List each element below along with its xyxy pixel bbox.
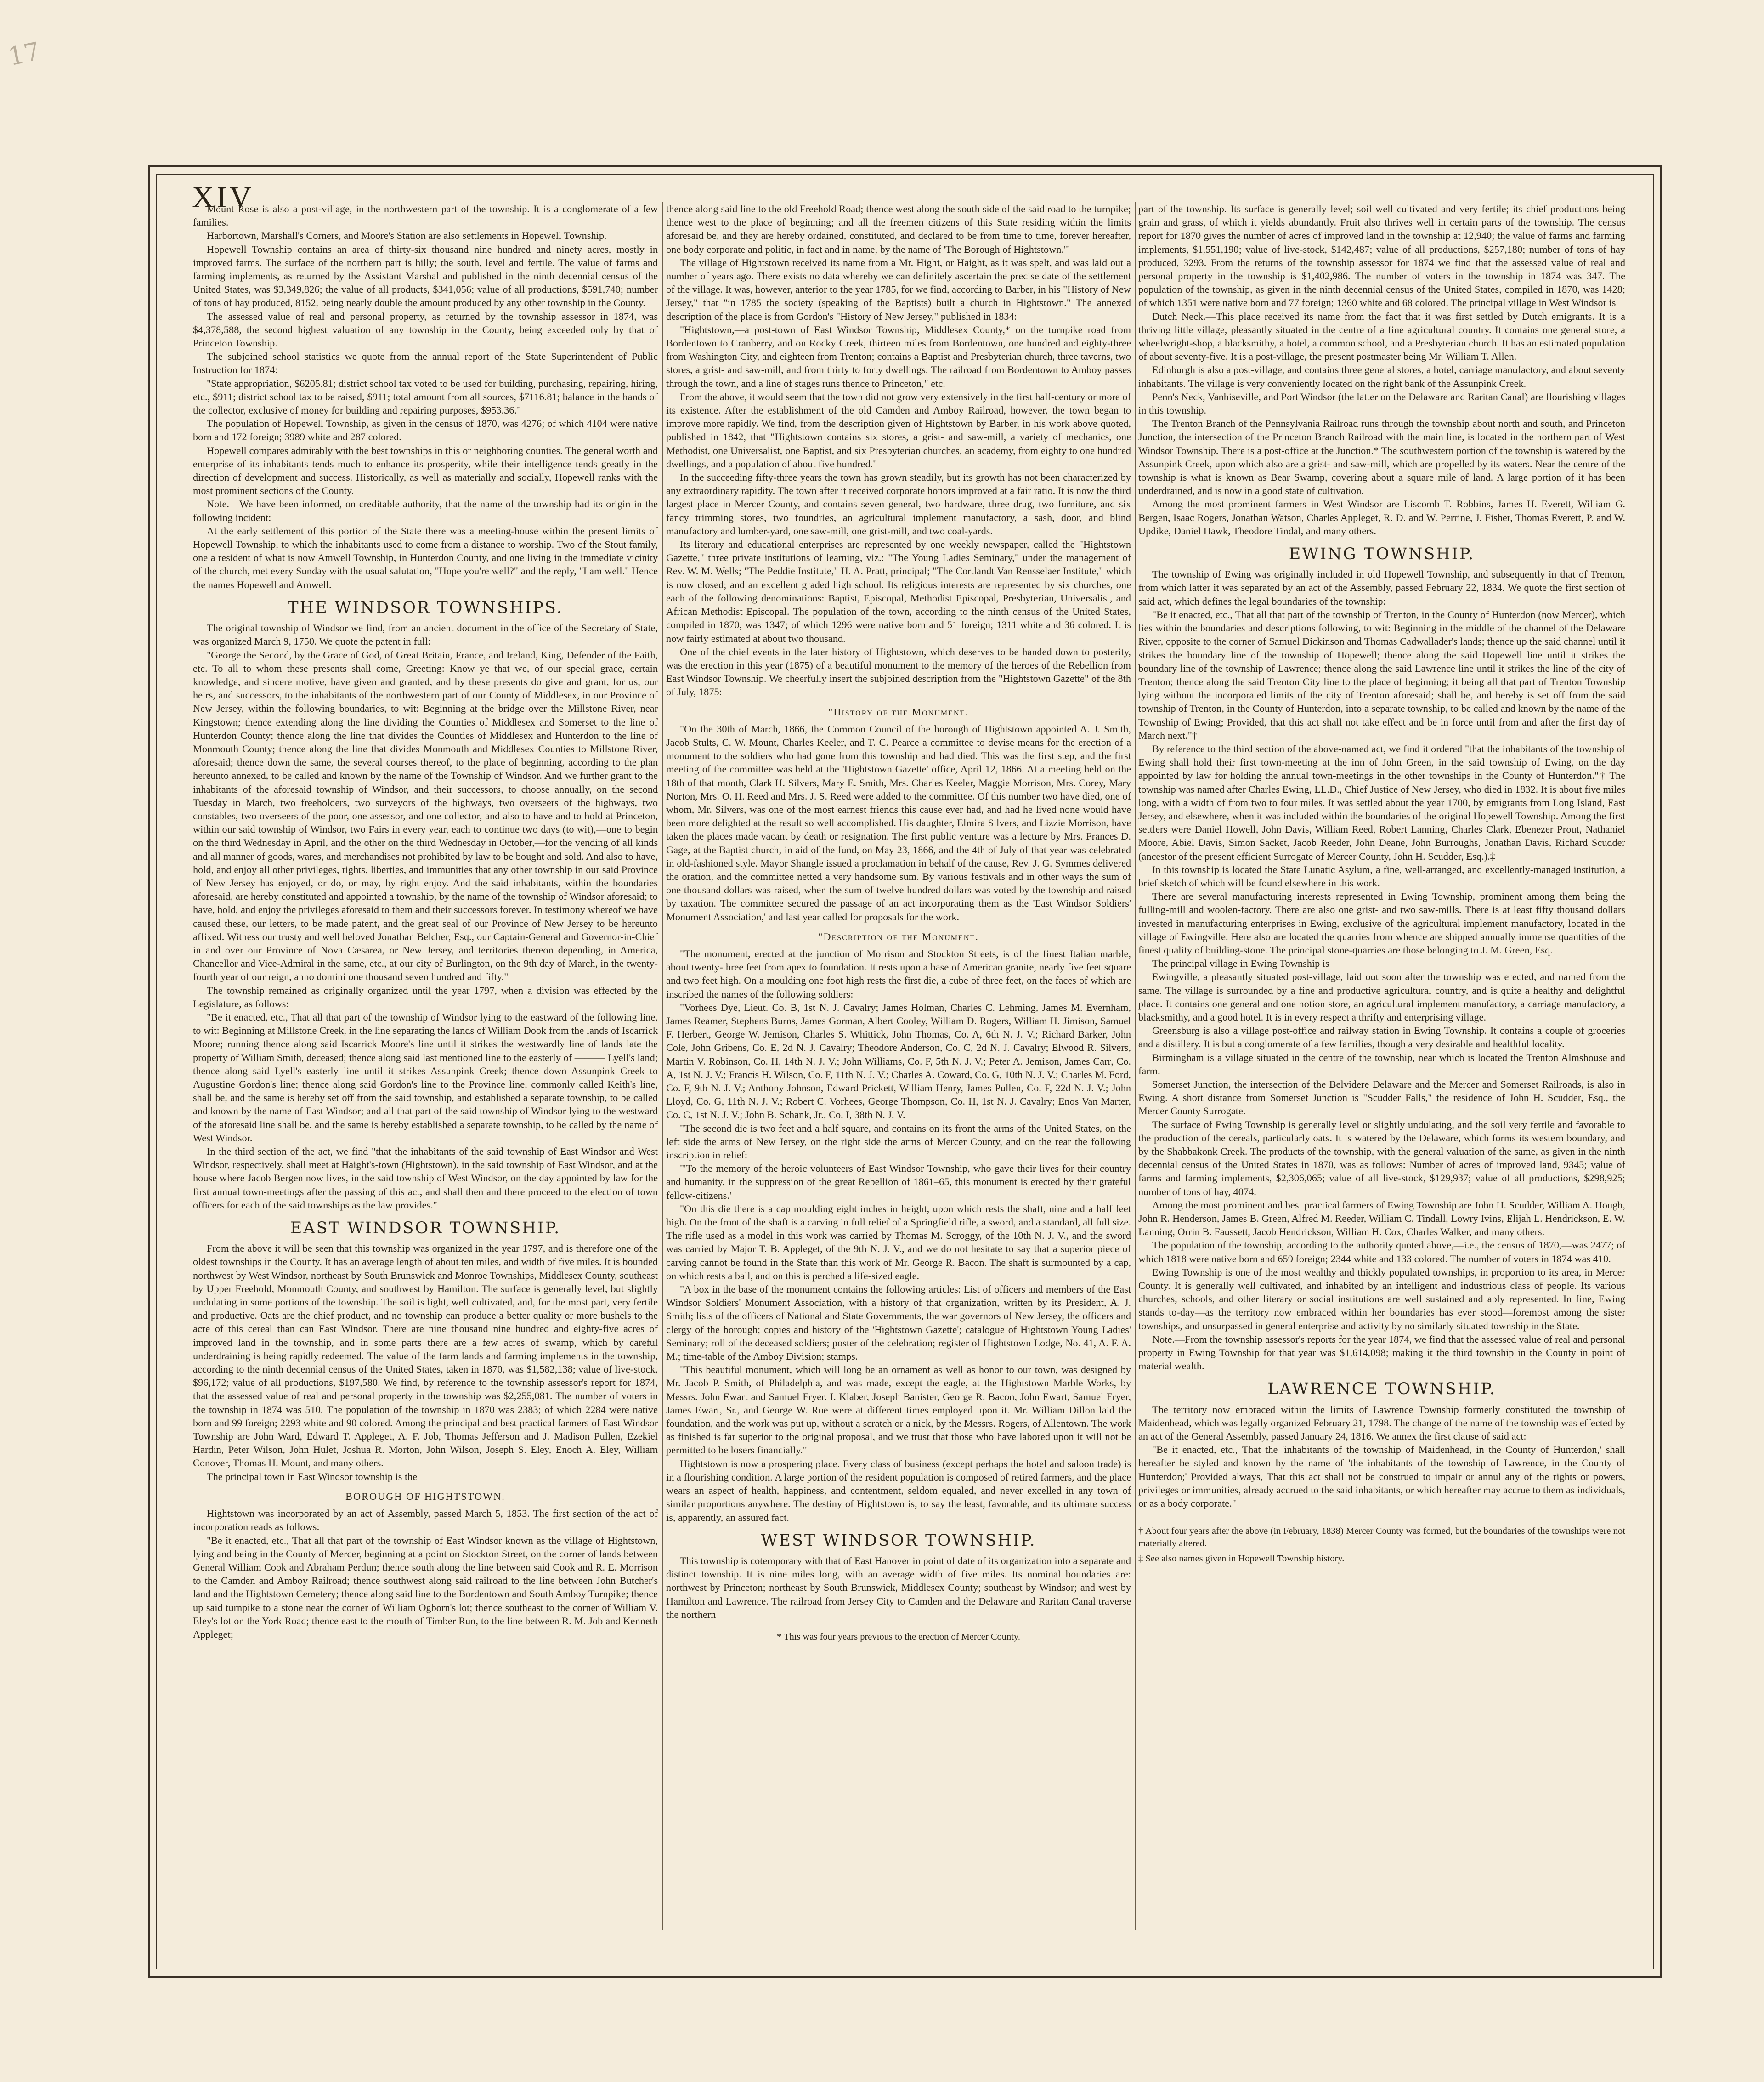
paragraph: Hopewell Township contains an area of thirty-six thousand nine hundred and ninety acres, mostly in improved farms. The surface of the northern part is hilly; the south, level and fertile. The value of farms and farming implements, as returned by the Assistant Marshal and published in the ninth decennial census of the United States, was $3,349,826; the value of all products, $341,056; value of all productions, $591,740; number of tons of hay produced, 8152, being nearly double the amount produced by any other township in the County.	[193, 243, 658, 309]
quoted-paragraph: "A box in the base of the monument contains the following articles: List of officers and members of the East Windsor Soldiers' Monument Association, with a history of that organization, written by its President, A. J. Smith; lists of the officers of National and State Governments, the war governors of New Jersey, the officers and clergy of the borough; copies and history of the 'Hightstown Gazette'; catalogue of Hightstown Young Ladies' Seminary; roll of the deceased soldiers; poster of the celebration; register of Hightstown Lodge, No. 41, A. F. A. M.; time-table of the Amboy Division; stamps.	[666, 1283, 1131, 1362]
paragraph: Ewingville, a pleasantly situated post-village, laid out soon after the township was erected, and named from the same. The village is surrounded by a fine and productive agricultural country, and is quite a healthy and delightful place. It contains one general and one notion store, an agricultural implement manufactory, a carriage manufactory, a blacksmithy, and a good hotel. It is in every respect a thrifty and enterprising village.	[1138, 971, 1625, 1023]
quoted-paragraph: "Hightstown,—a post-town of East Windsor Township, Middlesex County,* on the turnpike road from Bordentown to Cranberry, and on Rocky Creek, thirteen miles from Bordentown, one hundred and eighty-three from Washington City, and eighteen from Trenton; contains a Baptist and Presbyterian church, three taverns, two stores, a grist- and saw-mill, and from thirty to forty dwellings. The railroad from Bordentown to Amboy passes through the town, and a line of stages runs thence to Princeton," etc.	[666, 323, 1131, 389]
subheading-description-of-monument: "Description of the Monument.	[818, 930, 979, 942]
text-column-2	[666, 202, 1131, 1643]
paragraph: There are several manufacturing interests represented in Ewing Township, prominent among them being the fulling-mill and woolen-factory. There are also one grist- and two saw-mills. There is at least fifty thousand dollars invested in manufacturing enterprises in Ewing, exclusive of the agricultural implement manufactory, located in the village of Ewingville. Here also are located the quarries from whence are shipped annually immense quantities of the finest quality of building-stone. The principal stone-quarries are those belonging to J. M. Green, Esq.	[1138, 891, 1625, 956]
west-windsor-continuation	[1138, 202, 1625, 538]
paragraph: part of the township. Its surface is generally level; soil well cultivated and very fertile; its chief productions being grain and grass, of which it yields abundantly. Fruit also thrives well in certain parts of the township. The census report for 1870 gives the number of acres of improved land in the township at 12,940; the value of farms and farming implements, $1,551,190; value of live-stock, $142,487; value of all productions, $257,180; number of tons of hay produced, 3293. From the returns of the township assessor for 1874 we find that the assessed value of real and personal property in the township is $1,402,986. The number of voters in the township in 1874 was 347. The population of the township, as given in the ninth decennial census of the United States, compiled in 1870, was 1428; of which 1351 were native born and 77 foreign; 1360 white and 68 colored. The principal village in West Windsor is	[1138, 203, 1625, 309]
paragraph: Harbortown, Marshall's Corners, and Moore's Station are also settlements in Hopewell Township.	[207, 230, 607, 242]
quoted-paragraph: "The second die is two feet and a half square, and contains on its front the arms of the United States, on the left side the arms of New Jersey, on the right side the arms of Mercer County, and on the rear the following inscription in relief:	[666, 1122, 1131, 1161]
paragraph: Among the most prominent farmers in West Windsor are Liscomb T. Robbins, James H. Everett, William G. Bergen, Isaac Rogers, Jonathan Watson, Charles Appleget, R. D. and W. Perrine, J. Fisher, Thomas Everett, P. and W. Updike, Daniel Hawk, Theodore Tindal, and many others.	[1138, 498, 1625, 537]
page-number: XIV	[192, 181, 254, 214]
quoted-paragraph: "On this die there is a cap moulding eight inches in height, upon which rests the shaft, nine and a half feet high. On the front of the shaft is a carving in full relief of a Springfield rifle, a sword, and a standard, all full size. The rifle used as a model in this work was carried by Thomas M. Scroggy, of the 10th N. J. V., and the sword was carried by Major T. B. Appleget, of the 9th N. J. V., and we do not hesitate to say that a superior piece of carving cannot be found in the State than this work of Mr. George R. Bacon. The shaft is surmounted by a cap, on which rests a ball, and on this is perched a life-sized eagle.	[666, 1203, 1131, 1282]
paragraph: The assessed value of real and personal property, as returned by the township assessor in 1874, was $4,378,588, the second highest valuation of any township in the County, being exceeded only by that of Princeton Township.	[193, 310, 658, 349]
paragraph: Edinburgh is also a post-village, and contains three general stores, a hotel, carriage manufactory, and about seventy inhabitants. The village is very conveniently located on the right bank of the Assunpink Creek.	[1138, 364, 1625, 389]
section-heading-lawrence: LAWRENCE TOWNSHIP.	[1267, 1380, 1496, 1399]
section-heading-west-windsor: WEST WINDSOR TOWNSHIP.	[761, 1531, 1036, 1550]
paragraph: In this township is located the State Lunatic Asylum, a fine, well-arranged, and excellently-managed institution, a brief sketch of which will be found elsewhere in this work.	[1138, 863, 1625, 889]
paragraph: In the succeeding fifty-three years the town has grown steadily, but its growth has not been characterized by any extraordinary rapidity. The town after it received corporate honors improved at a fair ratio. It is now the third largest place in Mercer County, and contains seven general, two hardware, three drug, two furniture, and six fancy trimming stores, two foundries, an agricultural implement manufactory, a sash, door, and blind manufactory and lumber-yard, one saw-mill, one grist-mill, and two coal-yards.	[666, 471, 1131, 537]
column-divider	[1135, 202, 1136, 1930]
paragraph: Hopewell compares admirably with the best townships in this or neighboring counties. The general worth and enterprise of its inhabitants tends much to enhance its prosperity, while their intelligence tends greatly in the direction of development and success. Historically, as well as materially and socially, Hopewell ranks with the most prominent sections of the County.	[193, 444, 658, 497]
ewing-section	[1138, 567, 1625, 1373]
section-heading-ewing: EWING TOWNSHIP.	[1289, 545, 1475, 564]
paragraph: By reference to the third section of the above-named act, we find it ordered "that the inhabitants of the township of Ewing shall hold their first town-meeting at the inn of John Green, in the said township of Ewing, on the day appointed by law for holding the annual town-meetings in the other townships in the County of Hunterdon."† The township was named after Charles Ewing, LL.D., Chief Justice of New Jersey, who died in 1832. It is about five miles long, with a width of from two to four miles. It was settled about the year 1700, by emigrants from Long Island, East Jersey, and elsewhere, when it was included within the boundaries of the original Hopewell Township. Among the first settlers were Daniel Howell, John Davis, William Reed, Robert Lanning, Charles Clark, Ebenezer Prout, Nathaniel Moore, Abiel Davis, Simon Sacket, Jacob Reeder, John Deane, John Burroughs, Jonathan Davis, Richard Scudder (ancestor of the present efficient Surrogate of Mercer County, John H. Scudder, Esq.).‡	[1138, 743, 1625, 862]
note-paragraph: Note.—We have been informed, on creditable authority, that the name of the township had its origin in the following incident:	[193, 498, 658, 523]
paragraph: The township remained as originally organized until the year 1797, when a division was effected by the Legislature, as follows:	[193, 984, 658, 1010]
paragraph: Somerset Junction, the intersection of the Belvidere Delaware and the Mercer and Somerset Railroads, is also in Ewing. A short distance from Somerset Junction is "Scudder Falls," the residence of John H. Scudder, Esq., the Mercer County Surrogate.	[1138, 1078, 1625, 1117]
paragraph: The population of Hopewell Township, as given in the census of 1870, was 4276; of which 4104 were native born and 172 foreign; 3989 white and 287 colored.	[193, 418, 658, 443]
inscription: "'To the memory of the heroic volunteers of East Windsor Township, who gave their lives for their country and humanity, in the suppression of the great Rebellion of 1861–65, this monument is erected by their grateful fellow-citizens.'	[666, 1163, 1131, 1201]
quoted-paragraph: "Be it enacted, etc., That all that part of the township of Trenton, in the County of Hunterdon (now Mercer), which lies within the boundaries and descriptions following, to wit: Beginning in the middle of the channel of the Delaware River, opposite to the corner of Samuel Dickinson and Thomas Cadwallader's lands; thence up the said channel until it strikes the boundary line of the township of Hopewell; thence along the said Hopewell line until it strikes the boundary line of the township of Lawrence; thence along the said Lawrence line until it strikes the line of the city of Trenton; thence along the said Trenton City line to the place of beginning; it being all that part of Trenton Township lying without the incorporated limits of the city of Trenton aforesaid; shall be, and hereby is set off from the said township of Trenton, in the County of Hunterdon, into a separate township, to be called and known by the name of the Township of Ewing; Provided, that this act shall not take effect and be in force until from and after the first day of March next."†	[1138, 608, 1625, 741]
subheading-borough-of-hightstown: BOROUGH OF HIGHTSTOWN.	[345, 1490, 505, 1502]
quoted-paragraph: "State appropriation, $6205.81; district school tax voted to be used for building, purchasing, repairing, hiring, etc., $911; district school tax to be raised, $911; total amount from all sources, $7116.81; balance in the hands of the collector, exclusive of money for building and repairing purposes, $953.36."	[193, 377, 658, 416]
paragraph: The subjoined school statistics we quote from the annual report of the State Superintendent of Public Instruction for 1874:	[193, 351, 658, 376]
quoted-paragraph: "On the 30th of March, 1866, the Common Council of the borough of Hightstown appointed A. J. Smith, Jacob Stults, C. W. Mount, Charles Keeler, and T. C. Pearce a committee to devise means for the erection of a monument to the soldiers who had gone from this township and had died. This was the first step, and the first meeting of the committee was held at the 'Hightstown Gazette' office, April 12, 1866. At a meeting held on the 18th of that month, Clark H. Silvers, Mary E. Smith, Mrs. Charles Keeler, Maggie Morrison, Mrs. Corey, Mary Norton, Mrs. O. H. Reed and Mrs. J. S. Reed were added to the committee. Of this number two have died, one of whom, Mr. Silvers, was one of the most earnest friends this cause ever had, and had he lived none would have been more delighted at the result so well accomplished. His daughter, Elmira Silvers, and Lizzie Morrison, have taken the places made vacant by death or resignation. The first public venture was a lecture by Mrs. Frances D. Gage, at the Baptist church, in aid of the fund, on May 23, 1866, and the 4th of July of that year was celebrated in old-fashioned style. Mayor Shangle issued a proclamation in behalf of the cause, Rev. J. G. Symmes delivered the oration, and the committee netted a very handsome sum. By various festivals and in other ways the sum of one thousand dollars was raised, when the sum of twelve hundred dollars was voted by the township and raised by taxation. The committee secured the passage of an act incorporating them as the 'East Windsor Soldiers' Monument Association,' and last year called for proposals for the work.	[666, 723, 1131, 923]
paragraph: The village of Hightstown received its name from a Mr. Hight, or Haight, as it was spelt, and was laid out a number of years ago. There exists no data whereby we can definitely ascertain the precise date of the settlement of the village. It was, however, anterior to the year 1785, for we find, according to Barber, in his "History of New Jersey," that "in 1785 the society (speaking of the Baptists) built a church in Hightstown." The annexed description of the place is from Gordon's "History of New Jersey," published in 1834:	[666, 256, 1131, 322]
paragraph: One of the chief events in the later history of Hightstown, which deserves to be handed down to posterity, was the erection in this year (1875) of a beautiful monument to the memory of the heroes of the Rebellion from East Windsor Township. We cheerfully insert the subjoined description from the "Hightstown Gazette" of the 8th of July, 1875:	[666, 646, 1131, 698]
paragraph: The principal town in East Windsor township is the	[207, 1470, 418, 1482]
paragraph: Hightstown was incorporated by an act of Assembly, passed March 5, 1853. The first section of the act of incorporation reads as follows:	[193, 1508, 658, 1533]
paragraph: Ewing Township is one of the most wealthy and thickly populated townships, in proportion to its area, in Mercer County. It is generally well cultivated, and inhabited by an intelligent and industrious class of people. Its various churches, schools, and other literary or social institutions are well sustained and ably represented. In fine, Ewing stands to-day—as the territory now embraced within her boundaries has ever stood—foremost among the sister townships, and unsurpassed in general enterprise and activity by no similarly situated township in the State.	[1138, 1266, 1625, 1332]
quoted-paragraph: "Be it enacted, etc., That all that part of the township of Windsor lying to the eastward of the following line, to wit: Beginning at Millstone Creek, in the line separating the lands of William Dook from the lands of Iscarrick Moore; running thence along said Iscarrick Moore's line until it strikes the westwardly line of lands late the property of William Smith, deceased; thence along said last mentioned line to the easterly of ——— Lyell's land; thence along said Lyell's easterly line until it strikes Assunpink Creek; thence down Assunpink Creek to Augustine Gordon's line; thence along said Gordon's line to the Province line, commonly called Keith's line, shall be, and the same is hereby set off from the said township, and established a separate township, to be called and known by the name of East Windsor; and all that part of the said township of Windsor lying to the westward of the aforesaid line shall be, and the same is hereby established a separate township, to be called by the name of West Windsor.	[193, 1011, 658, 1144]
paragraph: This township is cotemporary with that of East Hanover in point of date of its organization into a separate and distinct township. It is nine miles long, with an average width of five miles. Its nominal boundaries are: northwest by Princeton; northeast by South Brunswick, Middlesex County; southeast by Windsor; and west by Hamilton and Lawrence. The railroad from Jersey City to Camden and the Delaware and Raritan Canal traverse the northern	[666, 1554, 1131, 1620]
text-column-3	[1138, 202, 1625, 1565]
section-heading-east-windsor: EAST WINDSOR TOWNSHIP.	[290, 1219, 561, 1238]
paragraph: In the third section of the act, we find "that the inhabitants of the said township of East Windsor and West Windsor, respectively, shall meet at Haight's-town (Hightstown), in the said township of East Windsor, and at the house where Jacob Bergen now lives, in the said township of West Windsor, on the day appointed by law for the first annual town-meetings after the passing of this act, and shall then and there proceed to the election of town officers for each of the said townships as the law provides."	[193, 1146, 658, 1211]
paragraph: The township of Ewing was originally included in old Hopewell Township, and subsequently in that of Trenton, from which latter it was separated by an act of the Assembly, passed February 22, 1834. We quote the first section of said act, which defines the legal boundaries of the township:	[1138, 568, 1625, 607]
quoted-paragraph: "Be it enacted, etc., That the 'inhabitants of the township of Maidenhead, in the County of Hunterdon,' shall hereafter be styled and known by the name of 'the inhabitants of the township of Lawrence, in the County of Hunterdon;' Provided always, That this act shall not be construed to impair or annul any of the rights or powers, privileges or immunities, already accrued to the said inhabitants, or which hereafter may accrue to them as individuals, or as a body corporate."	[1138, 1444, 1625, 1509]
paragraph: Dutch Neck.—This place received its name from the fact that it was first settled by Dutch emigrants. It is a thriving little village, pleasantly situated in the centre of a fine agricultural country. It contains one general store, a wheelwright-shop, a blacksmithy, a hotel, a common school, and a Presbyterian church. It has an estimated population of about seventy-five. It is a post-village, the present postmaster being Mr. William T. Allen.	[1138, 310, 1625, 363]
footnote: † About four years after the above (in February, 1838) Mercer County was formed, but the boundaries of the townships were not materially altered.	[1138, 1526, 1625, 1549]
paragraph: At the early settlement of this portion of the State there was a meeting-house within the present limits of Hopewell Township, to which the inhabitants used to come from a distance to worship. Two of the Stout family, one a resident of what is now Amwell Township, in Hunterdon County, and one living in the immediate vicinity of the church, met every Sunday with the usual salutation, "Hope you're well?" and the reply, "I am well." Hence the names Hopewell and Amwell.	[193, 525, 658, 590]
quoted-paragraph: "This beautiful monument, which will long be an ornament as well as honor to our town, was designed by Mr. Jacob P. Smith, of Philadelphia, and was made, except the eagle, at the Hightstown Marble Works, by Messrs. John Ewart and Samuel Fryer. I. Klaber, Joseph Banister, George R. Bacon, John Ewart, Samuel Fryer, James Ewart, Sr., and George W. Rue were at different times employed upon it. Mr. William Dillon laid the foundation, and the work was put up, without a scratch or a nick, by the Messrs. Rogers, of Allentown. The work as finished is far superior to the original proposal, and we trust that those who have labored upon it will not be permitted to be losers financially."	[666, 1364, 1131, 1456]
column-divider	[662, 202, 663, 1930]
section-heading-windsor-townships: THE WINDSOR TOWNSHIPS.	[288, 598, 563, 617]
quoted-paragraph: "The monument, erected at the junction of Morrison and Stockton Streets, is of the finest Italian marble, about twenty-three feet from apex to foundation. It rests upon a base of American granite, nearly five feet square and two feet high. On a moulding one foot high rests the first die, a cube of three feet, on the faces of which are inscribed the names of the following soldiers:	[666, 947, 1131, 1000]
footnote: ‡ See also names given in Hopewell Township history.	[1138, 1554, 1345, 1564]
paragraph: The principal village in Ewing Township is	[1152, 958, 1329, 970]
pencil-page-mark: 17	[6, 36, 43, 72]
paragraph: Hightstown is now a prospering place. Every class of business (except perhaps the hotel and saloon trade) is in a flourishing condition. A large portion of the resident population is composed of retired farmers, and the place wears an aspect of health, happiness, and contentment, seldom equaled, and never excelled in any town of similar proportions anywhere. The destiny of Hightstown is, to say the least, favorable, and its ultimate success is, apparently, an assured fact.	[666, 1458, 1131, 1523]
soldier-list: "Vorhees Dye, Lieut. Co. B, 1st N. J. Cavalry; James Holman, Charles C. Lehming, James M. Evernham, James Reamer, Stephens Burns, James Gorman, Albert Cooley, William D. Rogers, William H. Jimison, Samuel F. Herbert, George W. Jemison, Charles S. Whittick, John Thomas, Co. A, 6th N. J. V.; Richard Barker, John Cole, John Gribens, Co. E, 2d N. J. Cavalry; Theodore Anderson, Co. C, 2d N. J. Cavalry; Elwood R. Silvers, Martin V. Robinson, Co. H, 14th N. J. V.; John Williams, Co. F, 5th N. J. V.; Peter A. Jemison, James Carr, Co. A, 1st N. J. V.; Francis H. Wilson, Co. F, 11th N. J. V.; Charles A. Coward, Co. G, 10th N. J. V.; Charles M. Ford, Co. F, 9th N. J. V.; Anthony Johnson, Edward Prickett, William Henry, James Pullen, Co. F, 22d N. J. V.; John Lloyd, Co. G, 11th N. J. V.; Robert C. Vorhees, George Thompson, Co. H, 1st N. J. Cavalry; Enos Van Marter, Co. C, 1st N. J. V.; John B. Schank, Jr., Co. I, 38th N. J. V.	[666, 1001, 1131, 1121]
hightstown-section	[666, 202, 1131, 699]
paragraph: Greensburg is also a village post-office and railway station in Ewing Township. It contains a couple of groceries and a distillery. It is but a conglomerate of a few families, though a very desirable and healthful locality.	[1138, 1025, 1625, 1050]
paragraph: Among the most prominent and best practical farmers of Ewing Township are John H. Scudder, William A. Hough, John R. Henderson, James B. Green, Alfred M. Reeder, William C. Tindall, Lowry Ivins, Elijah L. Hendrickson, E. W. Lanning, Orrin B. Faussett, Jacob Hendrickson, William H. Cox, Charles Walker, and many others.	[1138, 1199, 1625, 1238]
subheading-history-of-monument: "History of the Monument.	[828, 706, 969, 718]
paragraph: From the above, it would seem that the town did not grow very extensively in the first half-century or more of its existence. After the establishment of the old Camden and Amboy Railroad, however, the town began to improve more rapidly. We find, from the description given of Hightstown by Barber, in his work above quoted, published in 1842, that "Hightstown contains six stores, a grist- and saw-mill, a variety of mechanics, one Methodist, one Universalist, one Baptist, and six Presbyterian churches, an academy, from eighty to one hundred dwellings, and a population of about five hundred."	[666, 391, 1131, 470]
paragraph: Penn's Neck, Vanhiseville, and Port Windsor (the latter on the Delaware and Raritan Canal) are flourishing villages in this township.	[1138, 391, 1625, 416]
windsor-section	[193, 621, 658, 1212]
paragraph: The Trenton Branch of the Pennsylvania Railroad runs through the township about north and south, and Princeton Junction, the intersection of the Princeton Branch Railroad with the main line, is located in the northern part of West Windsor Township. There is a post-office at the Junction.* The southwestern portion of the township is watered by the Assunpink Creek, upon which also are a grist- and saw-mill, which are propelled by its waters. Near the centre of the township is what is known as Bear Swamp, covering about a square mile of land. A large portion of it has been underdrained, and is now in a good state of cultivation.	[1138, 418, 1625, 497]
paragraph: The surface of Ewing Township is generally level or slightly undulating, and the soil very fertile and favorable to the production of the cereals, particularly oats. It is watered by the Delaware, which forms its western boundary, and by the Shabbakonk Creek. The products of the township, with the general valuation of the same, as given in the ninth decennial census of the United States in 1870, was as follows: Number of acres of improved land, 9345; value of farms and farming implements, $2,306,065; value of all live-stock, $129,937; value of all productions, $298,925; number of tons of hay, 4074.	[1138, 1118, 1625, 1197]
quoted-paragraph: "George the Second, by the Grace of God, of Great Britain, France, and Ireland, King, Defender of the Faith, etc. To all to whom these presents shall come, Greeting: Know ye that we, of our special grace, certain knowledge, and sincere motive, have given and granted, and by these presents do give and grant, for us, our heirs, and successors, to the inhabitants of the northwestern part of our County of Middlesex, in our Province of New Jersey, within the following boundaries, to wit: Beginning at the bridge over the Millstone River, near Kingstown; thence extending along the line dividing the Counties of Middlesex and Somerset to the line of Hunterdon County; thence along the line that divides the Counties of Middlesex and Hunterdon to the line of Monmouth County; thence along the line that divides Monmouth and Middlesex Counties to Millstone River, aforesaid; thence down the same, the several courses thereof, to the place of beginning, according to the plan hereunto annexed, to be called and known by the name of the Township of Windsor. And we further grant to the inhabitants of the aforesaid township of Windsor, and their successors, to choose annually, on the second Tuesday in March, two freeholders, two surveyors of the highways, two overseers of the highways, two constables, two overseers of the poor, one assessor, and one collector, and also to have and to hold at Princeton, within our said township of Windsor, two Fairs in every year, each to continue two days (to wit),—one to begin on the third Wednesday in April, and the other on the third Wednesday in October,—for the vending of all kinds and all manner of goods, wares, and merchandises not prohibited by law to be bought and sold. And also to have, hold, and enjoy all other privileges, rights, liberties, and immunities that any other township in our said Province of New Jersey has enjoyed, or do, or may, by right enjoy. And the said inhabitants, within the boundaries aforesaid, are hereby constituted and appointed a township, by the name of the township of Windsor aforesaid; to have, hold, and enjoy the privileges aforesaid to them and their successors forever. In testimony whereof we have caused these, our letters, to be made patent, and the great seal of our Province of New Jersey to be hereunto affixed. Witness our trusty and well beloved Jonathan Belcher, Esq., our Captain-General and Governor-in-Chief in and over our Province of Nova Cæsarea, or New Jersey, and territories thereon depending, in America, Chancellor and Vice-Admiral in the same, etc., at our city of Burlington, on the 9th day of March, in the twenty-fourth year of our reign, anno domini one thousand seven hundred and fifty."	[193, 649, 658, 983]
paragraph: The original township of Windsor we find, from an ancient document in the office of the Secretary of State, was organized March 9, 1750. We quote the patent in full:	[193, 622, 658, 647]
borough-section	[193, 1507, 658, 1641]
monument-description	[666, 947, 1131, 1524]
paragraph: Mount Rose is also a post-village, in the northwestern part of the township. It is a conglomerate of a few families.	[193, 203, 658, 228]
paragraph: Its literary and educational enterprises are represented by one weekly newspaper, called the "Hightstown Gazette," three private institutions of learning, viz.: "The Young Ladies Seminary," under the management of Rev. W. M. Wells; "The Peddie Institute," H. A. Pratt, principal; "The Cortlandt Van Rensselaer Institute," which is now closed; and an excellent graded high school. Its religious interests are represented by six churches, one each of the following denominations: Baptist, Episcopal, Methodist Episcopal, Presbyterian, Universalist, and African Methodist Episcopal. The population of the town, according to the ninth census of the United States, compiled in 1870, was 1347; of which 1296 were native born and 51 foreign; 1311 white and 36 colored. It is now fairly estimated at about two thousand.	[666, 539, 1131, 644]
lawrence-section	[1138, 1403, 1625, 1510]
text-column-1	[193, 202, 658, 1641]
paragraph: The territory now embraced within the limits of Lawrence Township formerly constituted the township of Maidenhead, which was legally organized February 21, 1798. The change of the name of the township was effected by an act of the General Assembly, passed January 24, 1816. We annex the first clause of said act:	[1138, 1403, 1625, 1442]
east-windsor-section	[193, 1242, 658, 1483]
paragraph: Birmingham is a village situated in the centre of the township, near which is located the Trenton Almshouse and farm.	[1138, 1051, 1625, 1077]
footnote: * This was four years previous to the erection of Mercer County.	[776, 1631, 1020, 1642]
paragraph: thence along said line to the old Freehold Road; thence west along the south side of the said road to the turnpike; thence west to the place of beginning; and all the freemen citizens of this State residing within the limits aforesaid be, and they are hereby ordained, constituted, and declared to be from time to time, forever hereafter, one body corporate and politic, in fact and in name, by the name of 'The Borough of Hightstown.'"	[666, 203, 1131, 255]
paragraph: From the above it will be seen that this township was organized in the year 1797, and is therefore one of the oldest townships in the County. It has an average length of about ten miles, and width of five miles. It is bounded northwest by West Windsor, northeast by South Brunswick and Monroe Townships, Middlesex County, southeast by Upper Freehold, Monmouth County, and southwest by Hamilton. The surface is generally level, but slightly undulating in some portions of the township. The soil is light, well cultivated, and, for the most part, very fertile and productive. Oats are the chief product, and no township can produce a better quality or more bushels to the acre of this cereal than can East Windsor. There are nine thousand nine hundred and eighty-five acres of improved land in the township, and in some parts there are a few acres of swamp, which by careful underdraining is being rapidly redeemed. The value of the farm lands and farming implements in the township, according to the ninth decennial census of the United States, taken in 1870, was $1,582,138; value of live-stock, $96,172; value of all productions, $197,580. We find, by reference to the township assessor's report for 1874, that the assessed value of real and personal property in the township was $2,255,081. The number of voters in the township in 1874 was 510. The population of the township in 1870 was 2383; of which 2284 were native born and 99 foreign; 2293 white and 90 colored. Among the principal and best practical farmers of East Windsor Township are John Ward, Edward T. Appleget, A. F. Job, Thomas Jefferson and J. Madison Pullen, Ezekiel Hardin, Peter Wilson, John Hulet, Joshua R. Morton, John Wilson, Joseph S. Eley, Enoch A. Eley, William Conover, Thomas H. Mount, and many others.	[193, 1242, 658, 1469]
quoted-paragraph: "Be it enacted, etc., That all that part of the township of East Windsor known as the village of Hightstown, lying and being in the County of Mercer, beginning at a point on Stockton Street, on the corner of lands between General William Cook and Abraham Perdun; thence south along the line between said Cook and R. E. Morrison to the Camden and Amboy Railroad; thence southwest along said railroad to the line between John Butcher's land and the Hightstown Cemetery; thence along said line to the Bordentown and South Amboy Turnpike; thence up said turnpike to a stone near the corner of William Ogborn's lot; thence southeast to the corner of William V. Eley's lot on the York Road; thence east to the mouth of Timber Run, to the line between R. M. Job and Kenneth Appleget;	[193, 1534, 658, 1640]
hopewell-continuation	[193, 202, 658, 591]
note-paragraph: Note.—From the township assessor's reports for the year 1874, we find that the assessed value of real and personal property in Ewing Township for that year was $1,614,098; making it the third township in the County in point of material wealth.	[1138, 1333, 1625, 1372]
paragraph: The population of the township, according to the authority quoted above,—i.e., the census of 1870,—was 2477; of which 1818 were native born and 659 foreign; 2344 white and 133 colored. The number of voters in 1874 was 410.	[1138, 1239, 1625, 1265]
